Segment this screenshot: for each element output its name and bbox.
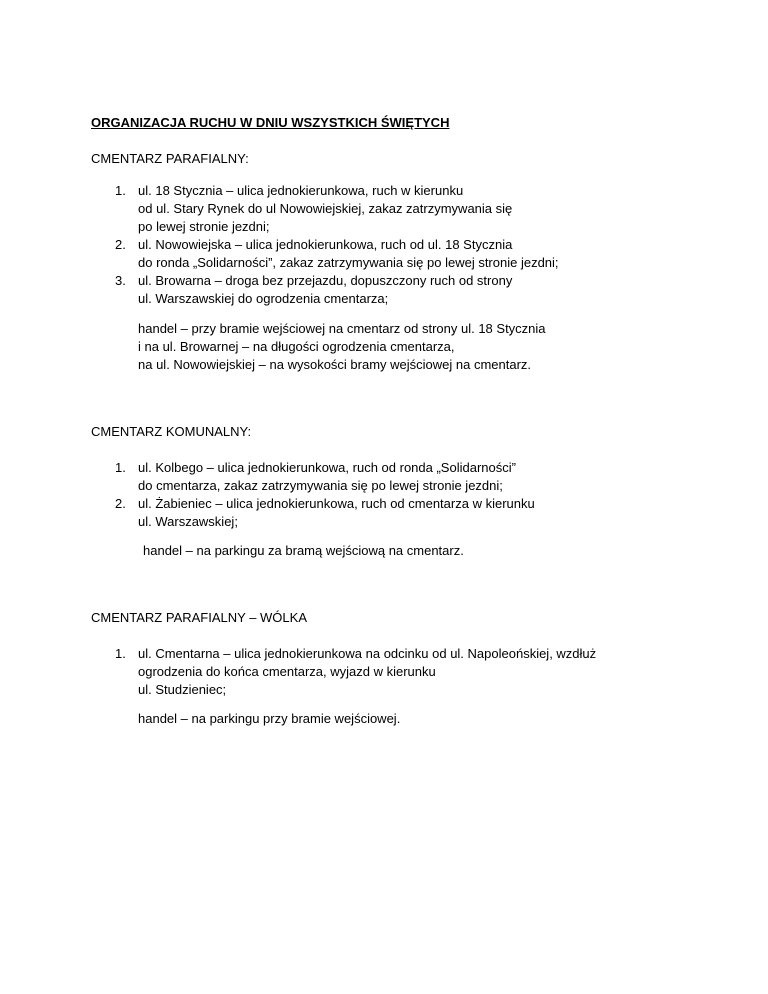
list-item-line: ogrodzenia do końca cmentarza, wyjazd w kierunku	[138, 664, 436, 679]
note-line: handel – przy bramie wejściowej na cmentarz od strony ul. 18 Stycznia	[138, 321, 546, 336]
section-heading-parafialny: CMENTARZ PARAFIALNY:	[91, 151, 249, 166]
note-line: i na ul. Browarnej – na długości ogrodzenia cmentarza,	[138, 339, 455, 354]
list-number: 2.	[115, 237, 126, 252]
section-heading-komunalny: CMENTARZ KOMUNALNY:	[91, 424, 252, 439]
list-item-line: ul. Nowowiejska – ulica jednokierunkowa, ruch od ul. 18 Stycznia	[138, 237, 513, 252]
list-item-line: ul. 18 Stycznia – ulica jednokierunkowa, ruch w kierunku	[138, 183, 464, 198]
document-title: ORGANIZACJA RUCHU W DNIU WSZYSTKICH ŚWIĘTYCH	[91, 115, 450, 130]
note-line: handel – na parkingu przy bramie wejściowej.	[138, 711, 401, 726]
list-item-line: do cmentarza, zakaz zatrzymywania się po lewej stronie jezdni;	[138, 478, 503, 493]
list-number: 1.	[115, 183, 126, 198]
list-number: 2.	[115, 496, 126, 511]
list-number: 1.	[115, 460, 126, 475]
list-item-line: ul. Browarna – droga bez przejazdu, dopuszczony ruch od strony	[138, 273, 513, 288]
list-item-line: ul. Warszawskiej;	[138, 514, 238, 529]
list-item-line: ul. Studzieniec;	[138, 682, 227, 697]
note-line: na ul. Nowowiejskiej – na wysokości bramy wejściowej na cmentarz.	[138, 357, 532, 372]
list-item-line: do ronda „Solidarności”, zakaz zatrzymywania się po lewej stronie jezdni;	[138, 255, 559, 270]
list-number: 1.	[115, 646, 126, 661]
note-line: handel – na parkingu za bramą wejściową na cmentarz.	[143, 543, 464, 558]
list-item-line: ul. Warszawskiej do ogrodzenia cmentarza;	[138, 291, 389, 306]
list-item-line: ul. Cmentarna – ulica jednokierunkowa na odcinku od ul. Napoleońskiej, wzdłuż	[138, 646, 597, 661]
list-item-line: ul. Kolbego – ulica jednokierunkowa, ruch od ronda „Solidarności”	[138, 460, 516, 475]
section-heading-wolka: CMENTARZ PARAFIALNY – WÓLKA	[91, 610, 307, 625]
list-item-line: ul. Żabieniec – ulica jednokierunkowa, ruch od cmentarza w kierunku	[138, 496, 535, 511]
list-item-line: od ul. Stary Rynek do ul Nowowiejskiej, zakaz zatrzymywania się	[138, 201, 513, 216]
list-item-line: po lewej stronie jezdni;	[138, 219, 270, 234]
list-number: 3.	[115, 273, 126, 288]
